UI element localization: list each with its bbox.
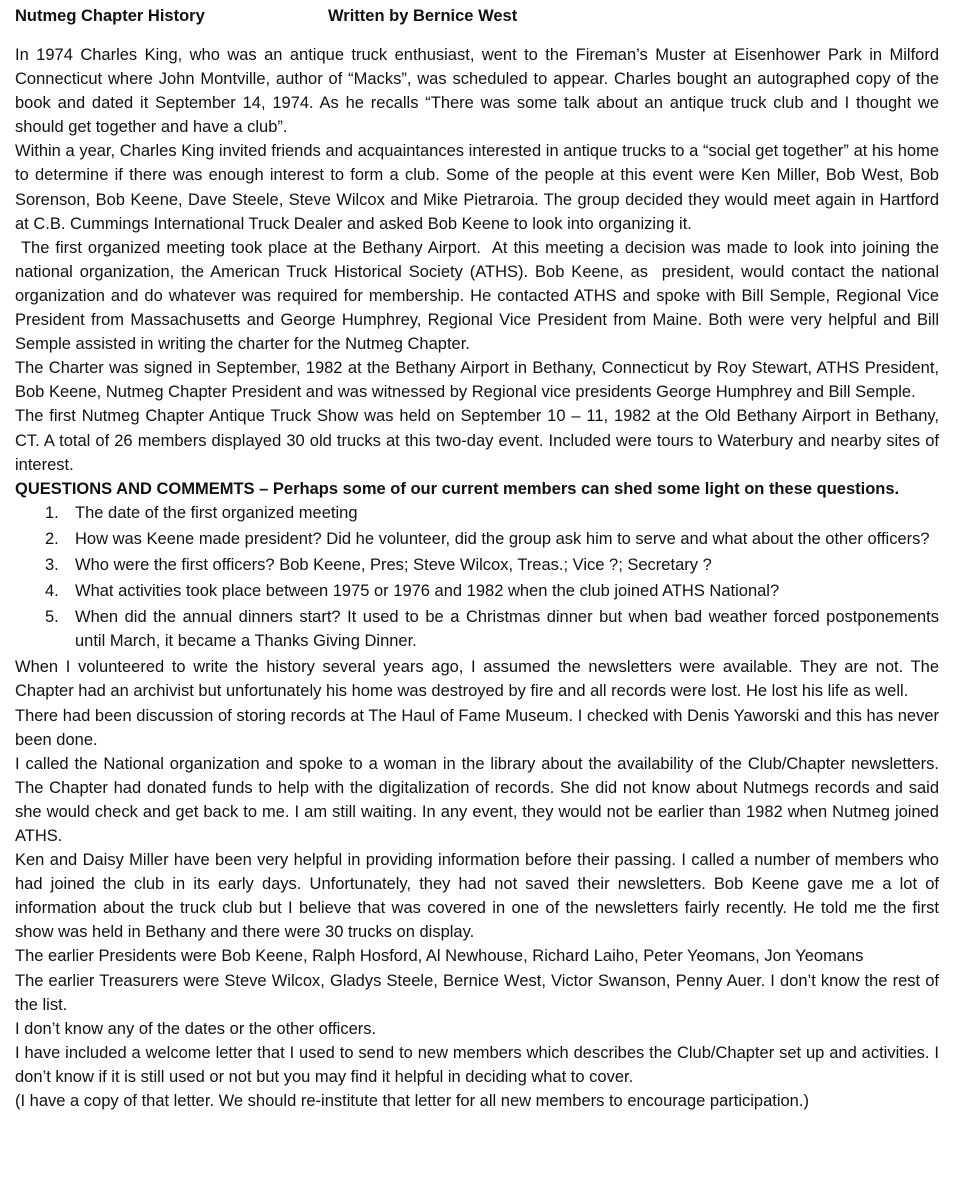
list-item	[15, 527, 939, 551]
paragraph: There had been discussion of storing records at The Haul of Fame Museum. I checked with Denis Yaworski and this has never been done.	[15, 706, 939, 749]
document-author: Written by Bernice West	[328, 7, 518, 25]
paragraph: I don’t know any of the dates or the other officers.	[15, 1019, 377, 1038]
list-item-text: The date of the first organized meeting	[75, 503, 358, 522]
paragraph: The first Nutmeg Chapter Antique Truck Show was held on September 10 – 11, 1982 at the Old Bethany Airport in Bethany, CT. A total of 26 members displayed 30 old trucks at this two-day event. Included were tours to Waterbury and nearby sites of interest.	[15, 407, 939, 474]
paragraph: In 1974 Charles King, who was an antique truck enthusiast, went to the Fireman’s Muster at Eisenhower Park in Milford Connecticut where John Montville, author of “Macks”, was scheduled to appear. Charles bought an autographed copy of the book and dated it September 14, 1974. As he recalls “There was some talk about an antique truck club and I thought we should get together and have a club”.	[15, 46, 939, 137]
paragraph: The Charter was signed in September, 1982 at the Bethany Airport in Bethany, Connecticut by Roy Stewart, ATHS President, Bob Keene, Nutmeg Chapter President and was witnessed by Regional vice presidents George Humphrey and Bill Semple.	[15, 359, 939, 402]
document-header	[15, 4, 939, 28]
list-item-number: 5.	[45, 608, 59, 627]
document-title: Nutmeg Chapter History	[15, 7, 205, 25]
list-item-number: 2.	[45, 529, 59, 548]
list-item-number: 4.	[45, 582, 59, 601]
list-item	[15, 553, 939, 577]
paragraph: The first organized meeting took place at the Bethany Airport. At this meeting a decision was made to look into joining the national organization, the American Truck Historical Society (ATHS). Bob Keene, as president, would contact the national organization and do whatever was required for membership. He contacted ATHS and spoke with Bill Semple, Regional Vice President from Massachusetts and George Humphrey, Regional Vice President from Maine. Both were very helpful and Bill Semple assisted in writing the charter for the Nutmeg Chapter.	[15, 238, 944, 354]
list-item-text: What activities took place between 1975 or 1976 and 1982 when the club joined ATHS National?	[75, 582, 780, 601]
list-item-text: How was Keene made president? Did he volunteer, did the group ask him to serve and what about the other officers?	[75, 529, 930, 548]
paragraph: The earlier Presidents were Bob Keene, Ralph Hosford, Al Newhouse, Richard Laiho, Peter Yeomans, Jon Yeomans	[15, 947, 864, 966]
paragraph: Ken and Daisy Miller have been very helpful in providing information before their passing. I called a number of members who had joined the club in its early days. Unfortunately, they had not saved their newsletters. Bob Keene gave me a lot of information about the truck club but I believe that was covered in one of the newsletters fairly recently. He told me the first show was held in Bethany and there were 30 trucks on display.	[15, 851, 939, 942]
list-item-text: When did the annual dinners start? It used to be a Christmas dinner but when bad weather forced postponements until March, it became a Thanks Giving Dinner.	[75, 608, 939, 651]
list-item-number: 3.	[45, 555, 59, 574]
paragraph: I have included a welcome letter that I used to send to new members which describes the Club/Chapter set up and activities. I don’t know if it is still used or not but you may find it helpful in deciding what to cover.	[15, 1043, 939, 1086]
paragraph: (I have a copy of that letter. We should re-institute that letter for all new members to encourage participation.)	[15, 1092, 809, 1111]
list-item	[15, 605, 939, 653]
paragraph: I called the National organization and spoke to a woman in the library about the availability of the Club/Chapter newsletters. The Chapter had donated funds to help with the digitalization of records. She did not know about Nutmegs records and said she would check and get back to me. I am still waiting. In any event, they would not be earlier than 1982 when Nutmeg joined ATHS.	[15, 754, 939, 845]
document-body	[15, 43, 944, 1113]
paragraph: When I volunteered to write the history several years ago, I assumed the newsletters were available. They are not. The Chapter had an archivist but unfortunately his home was destroyed by fire and all records were lost. He lost his life as well.	[15, 658, 939, 701]
list-item	[15, 579, 939, 603]
list-item-text: Who were the first officers? Bob Keene, Pres; Steve Wilcox, Treas.; Vice ?; Secretary ?	[75, 555, 712, 574]
paragraph: The earlier Treasurers were Steve Wilcox, Gladys Steele, Bernice West, Victor Swanson, Penny Auer. I don’t know the rest of the list.	[15, 971, 939, 1014]
document-page	[15, 4, 944, 1113]
list-item-number: 1.	[45, 503, 59, 522]
questions-list	[15, 501, 939, 654]
list-item	[15, 501, 939, 525]
questions-heading: QUESTIONS AND COMMEMTS – Perhaps some of our current members can shed some light on these questions.	[15, 479, 900, 498]
paragraph: Within a year, Charles King invited friends and acquaintances interested in antique trucks to a “social get together” at his home to determine if there was enough interest to form a club. Some of the people at this event were Ken Miller, Bob West, Bob Sorenson, Bob Keene, Dave Steele, Steve Wilcox and Mike Pietraroia. The group decided they would meet again in Hartford at C.B. Cummings International Truck Dealer and asked Bob Keene to look into organizing it.	[15, 142, 939, 233]
